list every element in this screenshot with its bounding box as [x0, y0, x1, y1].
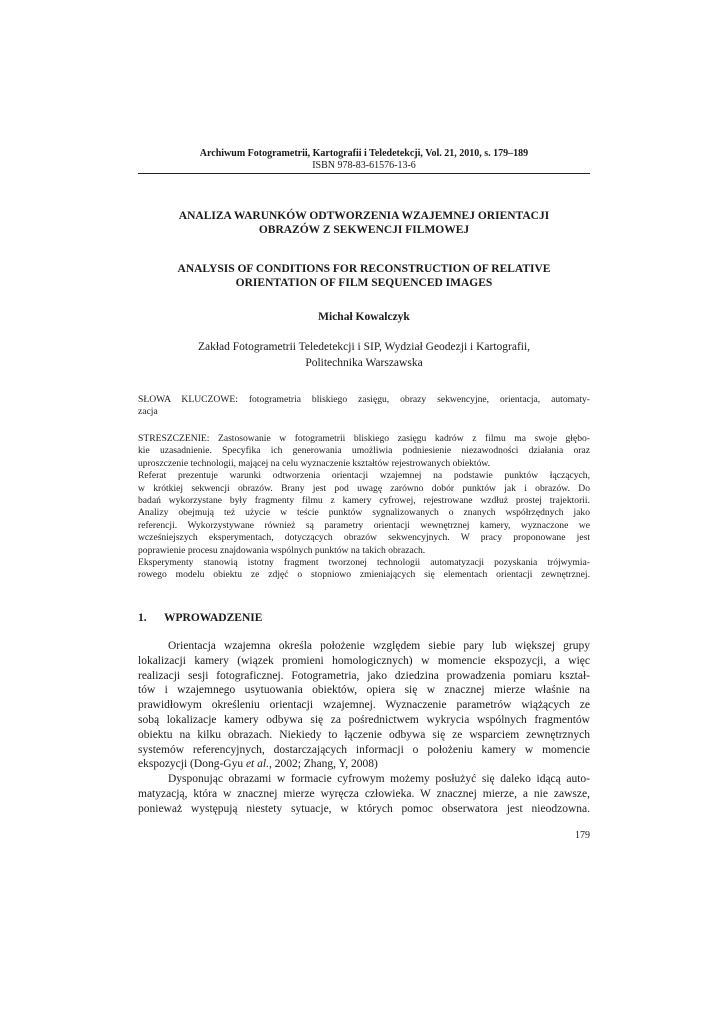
isbn: ISBN 978-83-61576-13-6: [312, 160, 416, 171]
body-line: matyzacją, która w znacznej mierze wyręcza człowieka. W znacznej mierze, a nie zawsze,: [138, 787, 590, 800]
keywords: [138, 394, 590, 419]
affiliation-line: Zakład Fotogrametrii Teledetekcji i SIP, Wydział Geodezji i Kartografii,: [197, 341, 531, 353]
body-line: obiektu na kilku obrazach. Niekiedy to łączenie odbywa się ze wsparciem zewnętrznych: [138, 728, 590, 741]
citation-text: , 2002; Zhang, Y, 2008): [268, 758, 378, 771]
section-number: 1.: [138, 612, 147, 624]
page-number: 179: [575, 830, 590, 841]
abstract-line: Referat prezentuje warunki odtworzenia orientacji wzajemnej na podstawie punktów łączących,: [138, 470, 590, 482]
body-line-citation: [138, 757, 590, 772]
title-polish-line: ANALIZA WARUNKÓW ODTWORZENIA WZAJEMNEJ ORIENTACJI: [178, 210, 550, 222]
title-english-line: ANALYSIS OF CONDITIONS FOR RECONSTRUCTION OF RELATIVE: [177, 263, 551, 275]
journal-citation: Archiwum Fotogrametrii, Kartografii i Teledetekcji, Vol. 21, 2010, s. 179–189: [199, 148, 529, 159]
abstract-line: w krótkiej sekwencji obrazów. Brany jest pod uwagę zarówno dobór punktów jak i obrazów. Do: [138, 482, 590, 494]
body-line: tów i wzajemnego usytuowania obiektów, opiera się w znacznej mierze właśnie na: [138, 684, 590, 697]
paper-page: [138, 0, 590, 1024]
title-polish: [138, 209, 590, 237]
abstract-line: referencji. Wykorzystywane również są parametry orientacji wewnętrznej kamery, wyznaczone we: [138, 519, 590, 531]
affiliation-line: Politechnika Warszawska: [305, 357, 423, 369]
body-line: prawidłowym określeniu orientacji wzajemnej. Wyznaczenie parametrów wiążących ze: [138, 699, 590, 712]
body-text: [138, 639, 590, 817]
keywords-line: SŁOWA KLUCZOWE: fotogrametria bliskiego zasięgu, obrazy sekwencyjne, orientacja, automaty-: [138, 394, 590, 405]
body-line: realizacji sesji fotograficznej. Fotogrametria, jako dziedzina prowadzenia pomiaru kształ-: [138, 669, 590, 682]
keywords-line: zacja: [138, 406, 158, 418]
affiliation: [138, 339, 590, 371]
header-rule: [138, 173, 590, 174]
body-line: ponieważ występują niestety sytuacje, w których pomoc obserwatora jest nieodzowna.: [138, 802, 590, 815]
abstract-line: uproszczenie technologii, mającej na celu wyznaczenie kształtów rejestrowanych obiektów.: [138, 457, 491, 469]
citation-et-al: et al.: [245, 758, 269, 771]
abstract-line: wcześniejszych eksperymentach, dotyczących obrazów sekwencyjnych. W pracy proponowane jest: [138, 532, 590, 544]
abstract-line: badań wykorzystane były fragmenty filmu z kamery cyfrowej, rejestrowane wzdłuż prostej trajektorii.: [138, 495, 590, 507]
abstract-line: kie uzasadnienie. Specyfika ich generowania umożliwia podniesienie niezawodności działania oraz: [138, 445, 590, 457]
running-header: [138, 148, 590, 172]
body-line: sobą lokalizacje kamery odbywa się za pośrednictwem wykrycia wspólnych fragmentów: [138, 713, 590, 726]
body-line: Dysponując obrazami w formacie cyfrowym możemy posłużyć się daleko idącą auto-: [168, 773, 590, 786]
citation-text: ekspozycji (Dong-Gyu: [138, 758, 246, 771]
abstract-line: STRESZCZENIE: Zastosowanie w fotogrametrii bliskiego zasięgu kadrów z filmu ma swoje głębo-: [138, 433, 590, 444]
title-english: [138, 262, 590, 290]
body-line: Orientacja wzajemna określa położenie względem siebie pary lub większej grupy: [168, 640, 590, 652]
abstract: [138, 433, 590, 582]
abstract-line: rowego modelu obiektu ze zdjęć o stopniowo zmieniających się elementach orientacji zewnętrznej.: [138, 569, 590, 581]
section-heading: [138, 612, 262, 624]
title-polish-line: OBRAZÓW Z SEKWENCJI FILMOWEJ: [258, 224, 470, 236]
section-title: WPROWADZENIE: [164, 612, 263, 624]
abstract-line: poprawienie procesu znajdowania wspólnych punktów na takich obrazach.: [138, 544, 426, 556]
body-line: systemów referencyjnych, dostarczających informacji o położeniu kamery w momencie: [138, 743, 590, 756]
abstract-line: Eksperymenty stanowią istotny fragment tworzonej technologii automatyzacji pozyskania trójwymia-: [138, 557, 590, 569]
abstract-line: Analizy obejmują też użycie w teście punktów sygnalizowanych o znanych współrzędnych jako: [138, 507, 590, 519]
author-name: Michał Kowalczyk: [318, 311, 410, 323]
body-line: lokalizacji kamery (wiązek promieni homologicznych) w momencie ekspozycji, a więc: [138, 654, 590, 667]
title-english-line: ORIENTATION OF FILM SEQUENCED IMAGES: [235, 277, 493, 289]
